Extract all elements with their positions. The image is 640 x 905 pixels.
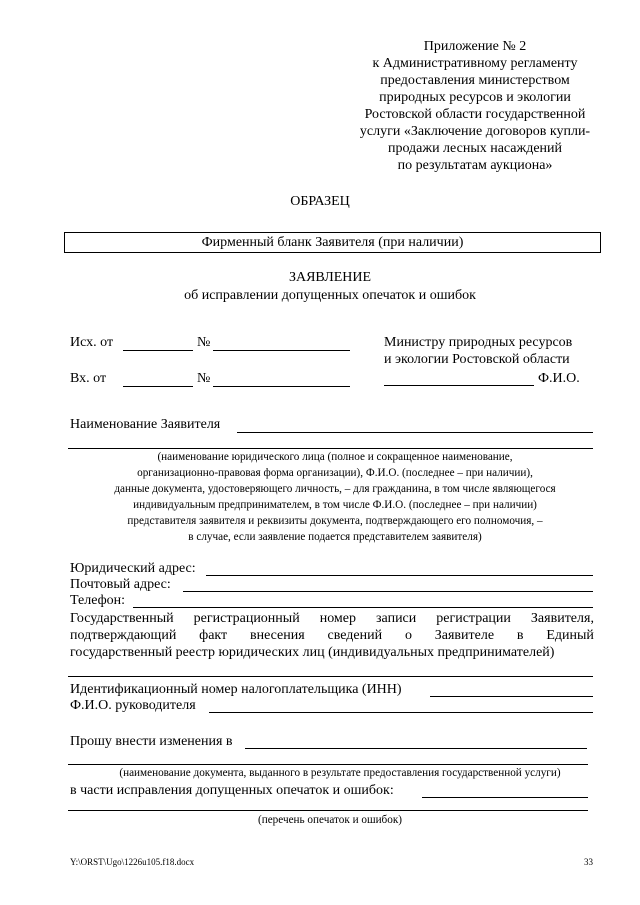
hint-line: организационно-правовая форма организации), Ф.И.О. (последнее – при наличии), <box>137 467 533 479</box>
hint-line: данные документа, удостоверяющего личность, – для гражданина, в том числе являющегося <box>114 483 556 495</box>
phone-label: Телефон: <box>70 593 126 608</box>
ogrn-line1: Государственный регистрационный номер записи регистрации Заявителя, <box>70 611 594 626</box>
phone-line[interactable] <box>133 607 593 608</box>
ogrn-line3: государственный реестр юридических лиц (индивидуальных предпринимателей) <box>70 645 555 660</box>
postal-address-line[interactable] <box>183 591 593 592</box>
incoming-date-line[interactable] <box>123 386 193 387</box>
applicant-line[interactable] <box>237 432 593 433</box>
correction-line[interactable] <box>422 797 588 798</box>
inn-line[interactable] <box>430 696 593 697</box>
appendix-line: к Административному регламенту <box>372 56 578 71</box>
letterhead-label: Фирменный бланк Заявителя (при наличии) <box>201 235 464 250</box>
document-subtitle: об исправлении допущенных опечаток и ошибок <box>184 288 476 303</box>
appendix-line: предоставления министерством <box>380 73 570 88</box>
appendix-line: услуги «Заключение договоров купли- <box>359 124 591 139</box>
outgoing-label: Исх. от <box>70 335 114 350</box>
ogrn-line[interactable] <box>68 676 593 677</box>
applicant-line-2[interactable] <box>68 448 593 449</box>
request-label: Прошу внести изменения в <box>70 734 233 749</box>
director-line[interactable] <box>209 712 593 713</box>
page-number: 33 <box>584 857 593 867</box>
outgoing-date-line[interactable] <box>123 350 193 351</box>
addressee-line1: Министру природных ресурсов <box>384 335 573 350</box>
legal-address-line[interactable] <box>206 575 593 576</box>
outgoing-num-sign: № <box>197 335 211 350</box>
appendix-line: Приложение № 2 <box>423 39 527 54</box>
appendix-line: по результатам аукциона» <box>397 158 553 173</box>
request-hint: (наименование документа, выданного в результате предоставления государственной услуги) <box>119 767 561 779</box>
document-title: ЗАЯВЛЕНИЕ <box>288 270 372 285</box>
sample-label: ОБРАЗЕЦ <box>290 194 350 209</box>
addressee-line2: и экологии Ростовской области <box>384 352 570 367</box>
postal-address-label: Почтовый адрес: <box>70 577 171 592</box>
incoming-number-line[interactable] <box>213 386 350 387</box>
applicant-label: Наименование Заявителя <box>70 417 221 432</box>
hint-line: индивидуальным предпринимателем, в том числе Ф.И.О. (последнее – при наличии) <box>133 499 537 511</box>
addressee-fio-line[interactable] <box>384 385 534 386</box>
incoming-num-sign: № <box>197 371 211 386</box>
outgoing-number-line[interactable] <box>213 350 350 351</box>
hint-line: в случае, если заявление подается представителем заявителя) <box>188 531 482 543</box>
correction-hint: (перечень опечаток и ошибок) <box>258 814 402 826</box>
request-line[interactable] <box>245 748 587 749</box>
appendix-line: Ростовской области государственной <box>364 107 586 122</box>
correction-label: в части исправления допущенных опечаток и ошибок: <box>70 783 394 798</box>
incoming-label: Вх. от <box>70 371 107 386</box>
appendix-line: природных ресурсов и экологии <box>379 90 571 105</box>
appendix-line: продажи лесных насаждений <box>387 141 563 156</box>
hint-line: представителя заявителя и реквизиты документа, подтверждающего его полномочия, – <box>127 515 543 527</box>
legal-address-label: Юридический адрес: <box>70 561 196 576</box>
ogrn-line2: подтверждающий факт внесения сведений о Заявителе в Единый <box>70 628 594 643</box>
footer-path: Y:\ORST\Ugo\1226u105.f18.docx <box>70 857 195 867</box>
addressee-fio: Ф.И.О. <box>538 371 580 386</box>
inn-label: Идентификационный номер налогоплательщика (ИНН) <box>70 682 402 697</box>
director-label: Ф.И.О. руководителя <box>70 698 196 713</box>
correction-line-2[interactable] <box>68 810 588 811</box>
request-line-2[interactable] <box>68 764 588 765</box>
hint-line: (наименование юридического лица (полное и сокращенное наименование, <box>157 451 513 463</box>
